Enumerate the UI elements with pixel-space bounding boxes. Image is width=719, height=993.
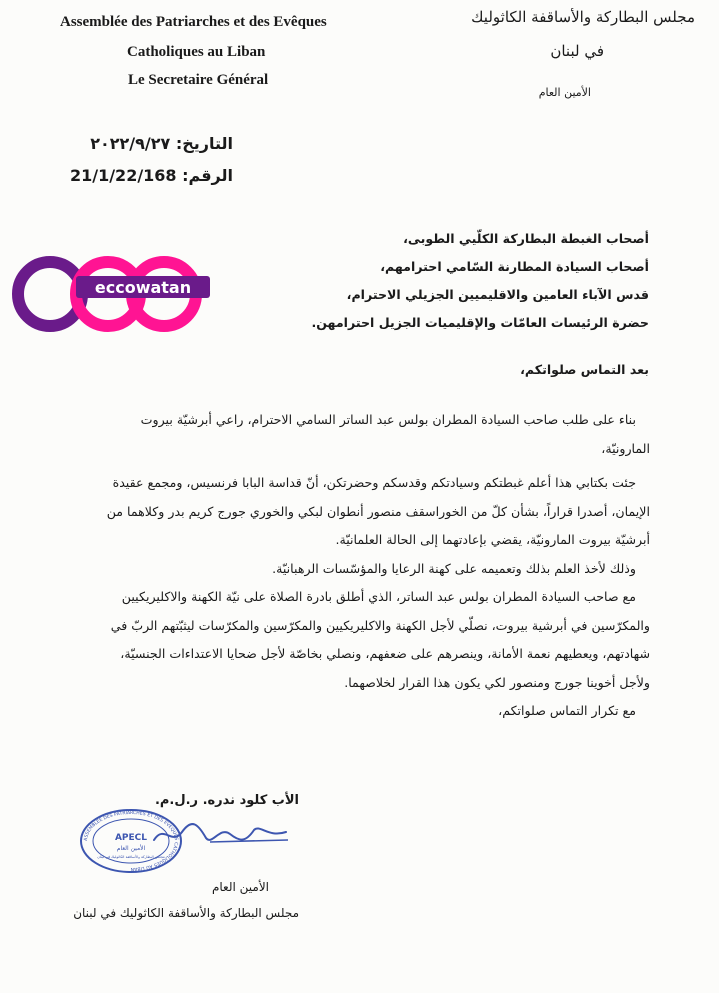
body-paragraph: وذلك لأخذ العلم بذلك وتعميمه على كهنة الرعايا والمؤسّسات الرهبانيّة. xyxy=(272,560,636,576)
addressee-line: قدس الآباء العامين والاقليميين الجزيلي الاحترام، xyxy=(346,287,649,302)
header-ar-line1: مجلس البطاركة والأساقفة الكاثوليك xyxy=(471,8,695,26)
header-ar-line3: الأمين العام xyxy=(538,86,591,99)
body-paragraph: مع صاحب السيادة المطران بولس عبد الساتر، الذي أطلق بادرة الصلاة على نيّة الكهنة والاكليريكيين والمكرّسين في أبرشية بيروت، نصلّي لأجل الكهنة والاكليريكيين والمكرّسين والمكرّسات ليثبّتهم الربّ في شهادتهم، ويعطيهم نعمة الأمانة، وينصرهم على ضعفهم، ونصلي بخاصّة لأجل ضحايا الاعتداءات الجنسيّة، ولأجل أخوينا جورج ومنصور لكي يكون هذا القرار لخلاصهما. xyxy=(110,589,650,690)
body-paragraph: بناء على طلب صاحب السيادة المطران بولس عبد الساتر السامي الاحترام، راعي أبرشيّة بيروت المارونيّة، xyxy=(140,412,650,456)
footer-org: مجلس البطاركة والأساقفة الكاثوليك في لبنان xyxy=(73,906,299,920)
addressee-line: حضرة الرئيسات العامّات والإقليميات الجزيل احترامهن. xyxy=(311,315,649,330)
addressee-line: أصحاب الغبطة البطاركة الكلّيي الطوبى، xyxy=(403,231,649,246)
closing-line: مع تكرار التماس صلواتكم، xyxy=(498,703,636,718)
letter-body xyxy=(88,406,650,726)
footer-title: الأمين العام xyxy=(211,880,269,894)
header-ar-line2: في لبنان xyxy=(550,42,604,60)
header-fr-line3: Le Secretaire Général xyxy=(128,72,269,88)
header-fr-line1: Assemblée des Patriarches et des Evêques xyxy=(60,14,327,30)
seal-bottom-text: مجلس البطاركة والأساقفة الكاثوليك في لبنان xyxy=(97,855,165,859)
greeting: بعد التماس صلواتكم، xyxy=(520,362,649,377)
addressee-line: أصحاب السيادة المطارنة السّامي احترامهم، xyxy=(380,259,649,274)
letter-date: التاريخ: ٢٠٢٢/٩/٢٧ xyxy=(90,134,233,153)
handwritten-signature xyxy=(150,818,290,850)
letter-reference: الرقم: 21/1/22/168 xyxy=(69,166,233,185)
seal-ring-text: ASSEMBLEE DES PATRIARCHES ET DES EVEQUES CATHOLIQUES AU LIBAN xyxy=(83,810,179,872)
seal-inner-text: الأمين العام xyxy=(116,845,146,852)
header-fr-line2: Catholiques au Liban xyxy=(127,44,266,60)
signatory-name: الأب كلود ندره. ر.ل.م. xyxy=(154,793,299,808)
body-paragraph: جئت بكتابي هذا أعلم غبطتكم وسيادتكم وقدسكم وحضرتكن، أنّ قداسة البابا فرنسيس، ومجمع عقيدة الإيمان، أصدرا قراراً، بشأن كلّ من الخوراسقف منصور أنطوان لبكي والخوري جورج كريم بدر وكلاهما من أبرشيّة بيروت المارونيّة، يقضي بإعادتهما إلى الحالة العلمانيّة. xyxy=(106,475,650,547)
watermark-text: eccowatan xyxy=(94,278,192,297)
seal-center-text: APECL xyxy=(114,833,148,843)
addressee-list xyxy=(229,225,649,337)
